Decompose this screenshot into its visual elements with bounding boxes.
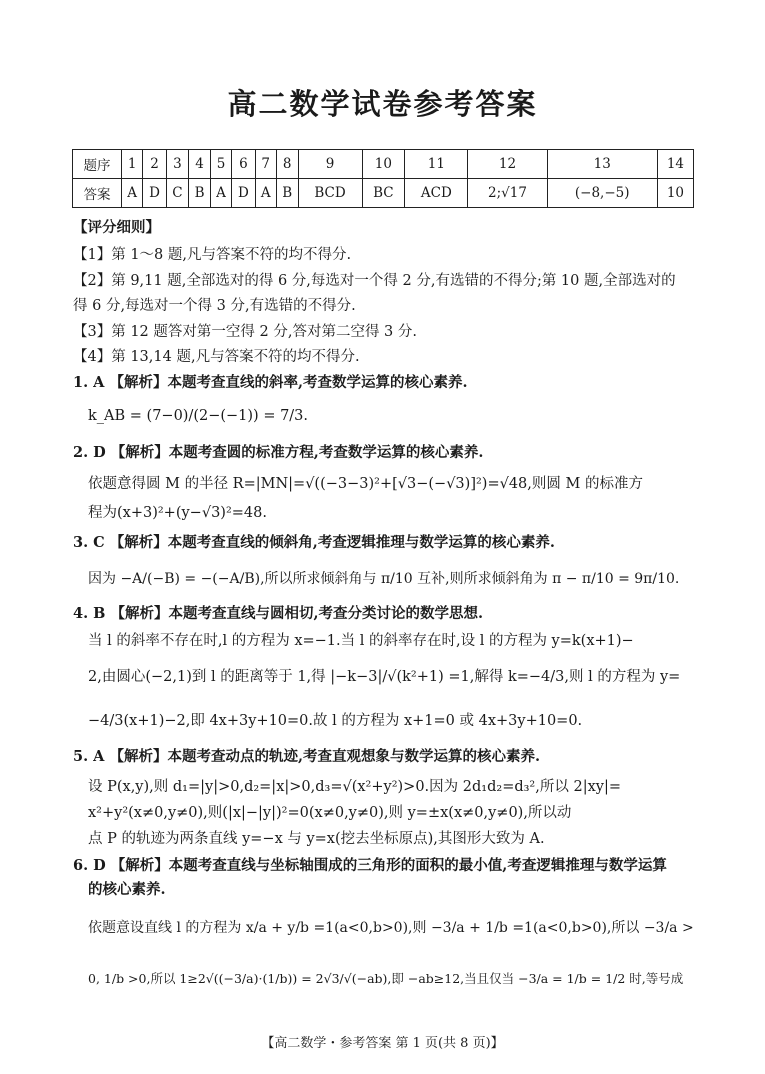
table-cell: 6: [232, 150, 255, 179]
page-title: 高二数学试卷参考答案: [227, 87, 538, 121]
question-heading: 2. D 【解析】本题考查圆的标准方程,考查数学运算的核心素养.: [73, 444, 484, 461]
text-line: 程为(x+3)²+(y−√3)²=48.: [88, 505, 267, 521]
table-cell: 1: [122, 150, 143, 179]
table-cell: 12: [468, 150, 547, 179]
text-line: k_AB = (7−0)/(2−(−1)) = 7/3.: [88, 408, 309, 424]
question-heading: 5. A 【解析】本题考查动点的轨迹,考查直观想象与数学运算的核心素养.: [73, 748, 541, 765]
table-cell: C: [166, 179, 188, 208]
text-line: 【1】第 1～8 题,凡与答案不符的均不得分.: [73, 247, 352, 263]
table-cell: A: [122, 179, 143, 208]
table-cell: 2;√17: [468, 179, 547, 208]
question-heading: 4. B 【解析】本题考查直线与圆相切,考查分类讨论的数学思想.: [73, 605, 484, 622]
table-cell: 4: [189, 150, 211, 179]
table-cell: B: [189, 179, 211, 208]
table-cell: 14: [657, 150, 693, 179]
table-cell: 10: [362, 150, 405, 179]
question-heading: 1. A 【解析】本题考查直线的斜率,考查数学运算的核心素养.: [73, 374, 468, 391]
table-cell: 11: [405, 150, 468, 179]
table-row-answers: [73, 179, 694, 208]
table-cell: BC: [362, 179, 405, 208]
text-line: 依题意得圆 M 的半径 R=|MN|=√((−3−3)²+[√3−(−√3)]²)=√48,则圆 M 的标准方: [88, 476, 643, 492]
text-line: −4/3(x+1)−2,即 4x+3y+10=0.故 l 的方程为 x+1=0 或 4x+3y+10=0.: [88, 713, 583, 729]
text-line: 点 P 的轨迹为两条直线 y=−x 与 y=x(挖去坐标原点),其图形大致为 A.: [88, 831, 545, 847]
text-line: x²+y²(x≠0,y≠0),则(|x|−|y|)²=0(x≠0,y≠0),则 y=±x(x≠0,y≠0),所以动: [88, 805, 572, 821]
text-line: 依题意设直线 l 的方程为 x/a + y/b =1(a<0,b>0),则 −3/a + 1/b =1(a<0,b>0),所以 −3/a >: [88, 920, 694, 936]
text-line: 得 6 分,每选对一个得 3 分,有选错的不得分.: [73, 298, 356, 314]
table-cell: D: [143, 179, 166, 208]
table-cell: 2: [143, 150, 166, 179]
table-answer-label: 答案: [73, 179, 122, 208]
table-cell: 3: [166, 150, 188, 179]
text-line: 【4】第 13,14 题,凡与答案不符的均不得分.: [73, 349, 360, 365]
table-cell: 9: [298, 150, 362, 179]
answer-table: [72, 149, 694, 208]
text-line: 因为 −A/(−B) = −(−A/B),所以所求倾斜角与 π/10 互补,则所求倾斜角为 π − π/10 = 9π/10.: [88, 571, 680, 587]
question-heading: 6. D 【解析】本题考查直线与坐标轴围成的三角形的面积的最小值,考查逻辑推理与数学运算: [73, 857, 667, 874]
section-heading: 【评分细则】: [73, 219, 160, 236]
table-cell: B: [276, 179, 298, 208]
page-footer: 【高二数学・参考答案 第 1 页(共 8 页)】: [261, 1036, 504, 1051]
table-cell: A: [255, 179, 276, 208]
text-line: 0, 1/b >0,所以 1≥2√((−3/a)·(1/b)) = 2√3/√(−ab),即 −ab≥12,当且仅当 −3/a = 1/b = 1/2 时,等号成: [88, 971, 684, 986]
table-row-numbers: [73, 150, 694, 179]
text-line: 当 l 的斜率不存在时,l 的方程为 x=−1.当 l 的斜率存在时,设 l 的方程为 y=k(x+1)−: [88, 633, 634, 649]
text-line: 设 P(x,y),则 d₁=|y|>0,d₂=|x|>0,d₃=√(x²+y²)>0.因为 2d₁d₂=d₃²,所以 2|xy|=: [88, 779, 621, 795]
question-heading: 3. C 【解析】本题考查直线的倾斜角,考查逻辑推理与数学运算的核心素养.: [73, 534, 555, 551]
text-line: 【2】第 9,11 题,全部选对的得 6 分,每选对一个得 2 分,有选错的不得分;第 10 题,全部选对的: [73, 273, 676, 289]
table-cell: D: [232, 179, 255, 208]
table-cell: 7: [255, 150, 276, 179]
table-cell: ACD: [405, 179, 468, 208]
text-line: 2,由圆心(−2,1)到 l 的距离等于 1,得 |−k−3|/√(k²+1) =1,解得 k=−4/3,则 l 的方程为 y=: [88, 669, 681, 685]
table-cell: 13: [547, 150, 657, 179]
table-cell: 5: [210, 150, 231, 179]
table-cell: A: [210, 179, 231, 208]
table-header-label: 题序: [73, 150, 122, 179]
table-cell: BCD: [298, 179, 362, 208]
table-cell: (−8,−5): [547, 179, 657, 208]
question-heading: 的核心素养.: [88, 881, 166, 898]
table-cell: 8: [276, 150, 298, 179]
table-cell: 10: [657, 179, 693, 208]
text-line: 【3】第 12 题答对第一空得 2 分,答对第二空得 3 分.: [73, 324, 417, 340]
